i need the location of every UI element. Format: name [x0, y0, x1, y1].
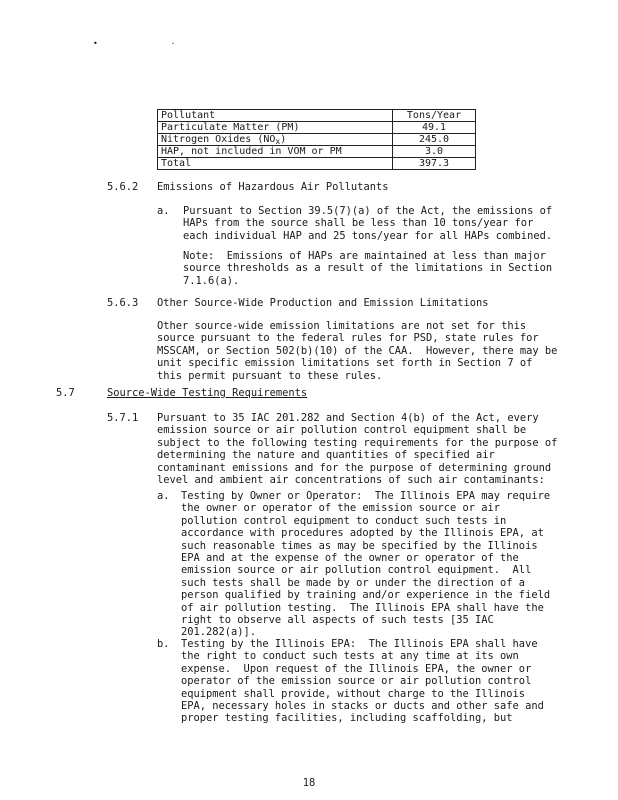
text-line: 7.1.6(a).	[183, 274, 240, 287]
pollutant-value: 397.3	[393, 158, 476, 170]
s571-item-a-label: a.	[157, 490, 170, 502]
text-line: proper testing facilities, including scaffolding, but	[181, 712, 513, 725]
page-number: 18	[302, 777, 316, 789]
text-line: Testing by the Illinois EPA: The Illinois EPA shall have	[181, 638, 538, 650]
s571-item-a-text	[181, 490, 550, 639]
text-line: such reasonable times as may be specified by the Illinois	[181, 539, 538, 552]
text-line: Pursuant to 35 IAC 201.282 and Section 4(b) of the Act, every	[157, 412, 539, 424]
text-line: Note: Emissions of HAPs are maintained at less than major	[183, 250, 546, 262]
text-line: emission source or air pollution control equipment. All	[181, 564, 532, 577]
col-pollutant-header: Pollutant	[158, 110, 393, 122]
text-line: person qualified by training and/or experience in the field	[181, 589, 551, 602]
text-line: 201.282(a)].	[181, 626, 257, 639]
text-line: each individual HAP and 25 tons/year for all HAPs combined.	[183, 229, 553, 242]
text-line: contaminant emissions and for the purpose of determining ground	[157, 461, 552, 474]
text-line: source thresholds as a result of the limitations in Section	[183, 262, 553, 275]
s571-item-b-text	[181, 638, 544, 725]
s562-item-a-text	[183, 205, 552, 242]
text-line: Testing by Owner or Operator: The Illinois EPA may require	[181, 490, 551, 502]
text-line: level and ambient air concentrations of such air contaminants:	[157, 474, 545, 487]
text-line: EPA and at the expense of the owner or operator of the	[181, 552, 519, 565]
section-5-6-3-number: 5.6.3	[107, 297, 139, 309]
s562-item-a-label: a.	[157, 205, 170, 217]
text-line: Pursuant to Section 39.5(7)(a) of the Act, the emissions of	[183, 205, 553, 217]
pollutant-value: 3.0	[393, 146, 476, 158]
pollutant-name: Nitrogen Oxides (NO	[161, 134, 276, 145]
text-line: pollution control equipment to conduct such tests in	[181, 514, 507, 527]
table-row	[158, 146, 476, 158]
text-line: operator of the emission source or air pollution control	[181, 675, 532, 688]
text-line: MSSCAM, or Section 502(b)(10) of the CAA. However, there may be	[157, 344, 558, 357]
text-line: equipment shall provide, without charge to the Illinois	[181, 687, 526, 700]
text-line: of air pollution testing. The Illinois EPA shall have the	[181, 601, 544, 614]
pollutant-name: Particulate Matter (PM)	[161, 122, 300, 133]
text-line: emission source or air pollution control equipment shall be	[157, 424, 527, 437]
pollutant-name: HAP, not included in VOM or PM	[161, 146, 342, 157]
pollutant-value: 245.0	[393, 134, 476, 146]
pollutant-subscript: x	[275, 137, 281, 146]
s571-paragraph	[157, 412, 557, 486]
text-line: the owner or operator of the emission source or air	[181, 502, 501, 515]
text-line: unit specific emission limitations set forth in Section 7 of	[157, 357, 533, 370]
s562-note	[183, 250, 552, 287]
text-line: EPA, necessary holes in stacks or ducts and other safe and	[181, 700, 544, 713]
text-line: determining the nature and quantities of specified air	[157, 449, 495, 462]
text-line: Other source-wide emission limitations are not set for this	[157, 320, 527, 332]
table-row	[158, 134, 476, 146]
section-5-7-title: Source-Wide Testing Requirements	[107, 387, 308, 399]
s571-item-b-label: b.	[157, 638, 170, 650]
section-5-6-3-title: Other Source-Wide Production and Emission Limitations	[157, 297, 489, 309]
text-line: this permit pursuant to these rules.	[157, 369, 383, 382]
text-line: source pursuant to the federal rules for PSD, state rules for	[157, 332, 539, 345]
table-row	[158, 158, 476, 170]
section-5-6-2-number: 5.6.2	[107, 181, 139, 193]
table-header-row	[158, 110, 476, 122]
pollutant-value: 49.1	[393, 122, 476, 134]
pollutant-name-tail: )	[280, 134, 287, 145]
text-line: the right to conduct such tests at any time at its own	[181, 650, 519, 663]
text-line: right to observe all aspects of such tests [35 IAC	[181, 614, 494, 627]
scan-marks: • ·	[93, 39, 210, 48]
table-row	[158, 122, 476, 134]
emissions-table	[157, 109, 476, 170]
section-5-6-2-title: Emissions of Hazardous Air Pollutants	[157, 181, 389, 193]
col-tons-header: Tons/Year	[393, 110, 476, 122]
text-line: expense. Upon request of the Illinois EPA, the owner or	[181, 662, 532, 675]
s563-paragraph	[157, 320, 557, 382]
pollutant-name: Total	[161, 158, 192, 169]
text-line: accordance with procedures adopted by the Illinois EPA, at	[181, 527, 544, 540]
section-5-7-number: 5.7	[56, 387, 75, 399]
section-5-7-1-number: 5.7.1	[107, 412, 139, 424]
text-line: subject to the following testing requirements for the purpose of	[157, 436, 558, 449]
text-line: HAPs from the source shall be less than 10 tons/year for	[183, 217, 534, 230]
text-line: such tests shall be made by or under the direction of a	[181, 576, 526, 589]
